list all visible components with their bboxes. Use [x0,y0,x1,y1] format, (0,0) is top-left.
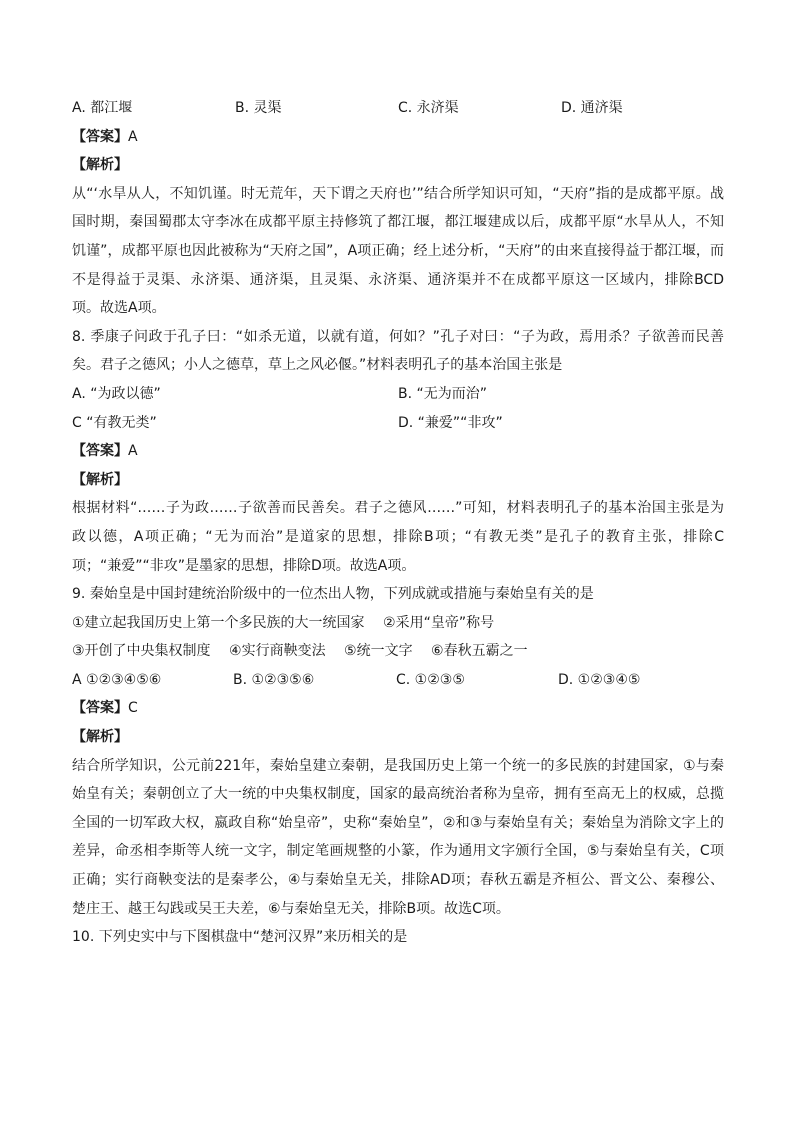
q9-stem: 9. 秦始皇是中国封建统治阶级中的一位杰出人物，下列成就或措施与秦始皇有关的是 [72,586,594,603]
analysis-line: 项；“兼爱”“非攻”是墨家的思想，排除D项。故选A项。 [72,557,416,574]
analysis-line: 不是得益于灵渠、永济渠、通济渠，且灵渠、永济渠、通济渠并不在成都平原这一区域内，排除BCD [72,271,724,288]
analysis-line: 国时期，秦国蜀郡太守李冰在成都平原主持修筑了都江堰，都江堰建成以后，成都平原“水旱从人，不知 [72,214,724,231]
answer-value: C [128,700,138,717]
analysis-line: 全国的一切军政大权，嬴政自称“始皇帝”，史称“秦始皇”，②和③与秦始皇有关；秦始皇为消除文字上的 [72,814,724,831]
q9-option-d[interactable]: D. ①②③④⑤ [558,671,641,688]
q9-item-5: ⑤统一文字 [344,643,413,660]
analysis-line: 根据材料“……子为政……子欲善而民善矣。君子之德风……”可知，材料表明孔子的基本治国主张是为 [72,500,724,517]
q7-answer [72,123,724,152]
q8-options-row2 [72,409,724,438]
q9-item-3: ③开创了中央集权制度 [72,643,211,660]
q9-item-4: ④实行商鞅变法 [229,643,326,660]
analysis-line: 结合所学知识，公元前221年，秦始皇建立秦朝，是我国历史上第一个统一的多民族的封建国家，①与秦 [72,757,724,774]
q7-analysis-label: 【解析】 [72,157,128,174]
answer-label: 【答案】 [72,700,128,717]
q9-option-a[interactable]: A ①②③④⑤⑥ [72,671,162,688]
analysis-line: 饥谨”，成都平原也因此被称为“天府之国”，A项正确；经上述分析，“天府”的由来直接得益于都江堰，而 [72,242,724,259]
q8-stem [72,323,724,380]
analysis-line: 差异，命丞相李斯等人统一文字，制定笔画规整的小篆，作为通用文字颁行全国，⑤与秦始皇有关，C项 [72,843,724,860]
q7-option-a[interactable]: A. 都江堰 [72,100,133,116]
q7-option-c[interactable]: C. 永济渠 [398,100,459,116]
analysis-line: 始皇有关；秦朝创立了大一统的中央集权制度，国家的最高统治者称为皇帝，拥有至高无上的权威，总揽 [72,786,724,803]
q8-option-b[interactable]: B. “无为而治” [398,385,488,402]
q9-item-6: ⑥春秋五霸之一 [431,643,528,660]
q8-options-row1 [72,380,724,409]
q9-option-c[interactable]: C. ①②③⑤ [396,671,465,688]
q7-analysis [72,180,724,323]
q8-analysis [72,494,724,580]
q7-option-d[interactable]: D. 通济渠 [561,100,623,116]
stem-line: 矣。君子之德风；小人之德草，草上之风必偃。”材料表明孔子的基本治国主张是 [72,357,563,374]
analysis-line: 楚庄王、越王勾践或吴王夫差，⑥与秦始皇无关，排除B项。故选C项。 [72,900,510,917]
analysis-line: 政以德，A项正确；“无为而治”是道家的思想，排除B项；“有教无类”是孔子的教育主张，排除C [72,528,724,545]
q9-options [72,666,724,695]
q9-analysis-label: 【解析】 [72,729,128,746]
q10-stem: 10. 下列史实中与下图棋盘中“楚河汉界”来历相关的是 [72,929,408,946]
analysis-line: 从“‘水旱从人，不知饥谨。时无荒年，天下谓之天府也’”结合所学知识可知，“天府”指的是成都平原。战 [72,185,724,202]
analysis-line: 项。故选A项。 [72,300,166,317]
q9-item-1: ①建立起我国历史上第一个多民族的大一统国家 [72,614,365,631]
q9-analysis [72,752,724,924]
stem-line: 8. 季康子问政于孔子曰：“如杀无道，以就有道，何如？”孔子对曰：“子为政，焉用杀？子欲善而民善 [72,328,724,345]
q9-item-2: ②采用“皇帝”称号 [383,614,495,631]
answer-label: 【答案】 [72,128,128,145]
q9-items-row2 [72,637,724,666]
analysis-line: 正确；实行商鞅变法的是秦孝公，④与秦始皇无关，排除AD项；春秋五霸是齐桓公、晋文公、秦穆公、 [72,872,724,889]
answer-label: 【答案】 [72,443,128,460]
q9-option-b[interactable]: B. ①②③⑤⑥ [233,671,315,688]
q9-answer [72,694,724,723]
answer-value: A [128,443,138,460]
page-content [72,94,724,952]
q8-analysis-label: 【解析】 [72,471,128,488]
q7-option-b[interactable]: B. 灵渠 [235,100,282,116]
q8-option-d[interactable]: D. “兼爱”“非攻” [398,414,503,431]
q8-option-c[interactable]: C “有教无类” [72,414,157,431]
q8-answer [72,437,724,466]
q7-options [72,94,724,123]
answer-value: A [128,128,138,145]
q9-items-row1 [72,609,724,638]
q8-option-a[interactable]: A. “为政以德” [72,385,161,402]
